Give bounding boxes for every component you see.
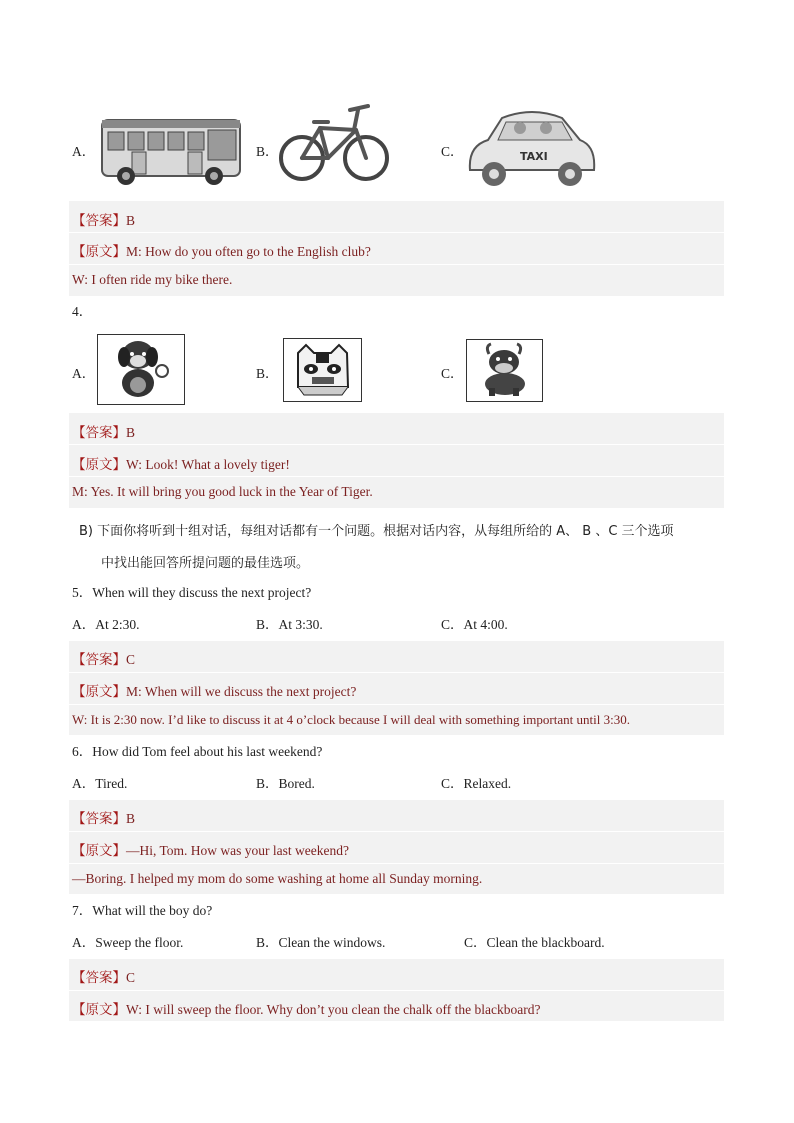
ox-image [466,339,543,402]
q5-option-c: C．At 4:00. [441,617,508,632]
q6-answer: 【答案】B [72,811,136,826]
taxi-image [462,100,602,199]
q4-number: 4． [72,304,93,319]
q6-option-b: B．Bored. [256,776,315,791]
q5-option-b: B．At 3:30. [256,617,323,632]
q3-option-c-label: C． [441,144,464,159]
q7-option-b: B．Clean the windows. [256,935,386,950]
q7-option-c: C．Clean the blackboard. [464,935,605,950]
q7-answer-box [69,959,724,990]
q6-script-line1: 【原文】—Hi, Tom. How was your last weekend? [72,843,350,858]
bus-image [98,112,244,193]
q3-script-line2: W: I often ride my bike there. [72,272,233,287]
q5-option-a: A．At 2:30. [72,617,140,632]
q4-script-line2: M: Yes. It will bring you good luck in the Year of Tiger. [72,484,373,499]
q3-script-line1: 【原文】M: How do you often go to the English club? [72,244,371,259]
q4-option-a-label: A． [72,366,96,381]
section-b-instructions-line1: B) 下面你将听到十组对话，每组对话都有一个问题。根据对话内容，从每组所给的 A、 B 、C 三个选项 [79,524,674,539]
q3-option-b-label: B． [256,144,279,159]
q3-answer-box [69,201,724,232]
q5-script-line1: 【原文】M: When will we discuss the next project? [72,684,357,699]
bicycle-image [278,102,390,191]
dog-image [97,334,185,405]
q3-option-a-label: A． [72,144,96,159]
tiger-image [283,338,362,402]
q5-script-line2: W: It is 2:30 now. I’d like to discuss it at 4 o’clock because I will deal with something important until 3:30. [72,712,630,727]
q6-answer-box [69,800,724,831]
q5-answer: 【答案】C [72,652,136,667]
q4-answer-box [69,413,724,444]
q7-script-line1: 【原文】W: I will sweep the floor. Why don’t you clean the chalk off the blackboard? [72,1002,541,1017]
q3-answer: 【答案】B [72,213,136,228]
q7-answer: 【答案】C [72,970,136,985]
q5-question: 5．When will they discuss the next project? [72,585,312,600]
q6-script-line2: —Boring. I helped my mom do some washing at home all Sunday morning. [72,871,483,886]
q7-option-a: A．Sweep the floor. [72,935,184,950]
q4-script-line1: 【原文】W: Look! What a lovely tiger! [72,457,290,472]
q4-option-b-label: B． [256,366,279,381]
q4-option-c-label: C． [441,366,464,381]
q6-option-a: A．Tired. [72,776,128,791]
q5-answer-box [69,641,724,672]
svg-text:TAXI: TAXI [520,150,548,163]
section-b-instructions-line2: 中找出能回答所提问题的最佳选项。 [101,556,310,571]
q7-question: 7．What will the boy do? [72,903,213,918]
q6-question: 6．How did Tom feel about his last weekend? [72,744,323,759]
q6-option-c: C．Relaxed. [441,776,512,791]
q4-answer: 【答案】B [72,425,136,440]
